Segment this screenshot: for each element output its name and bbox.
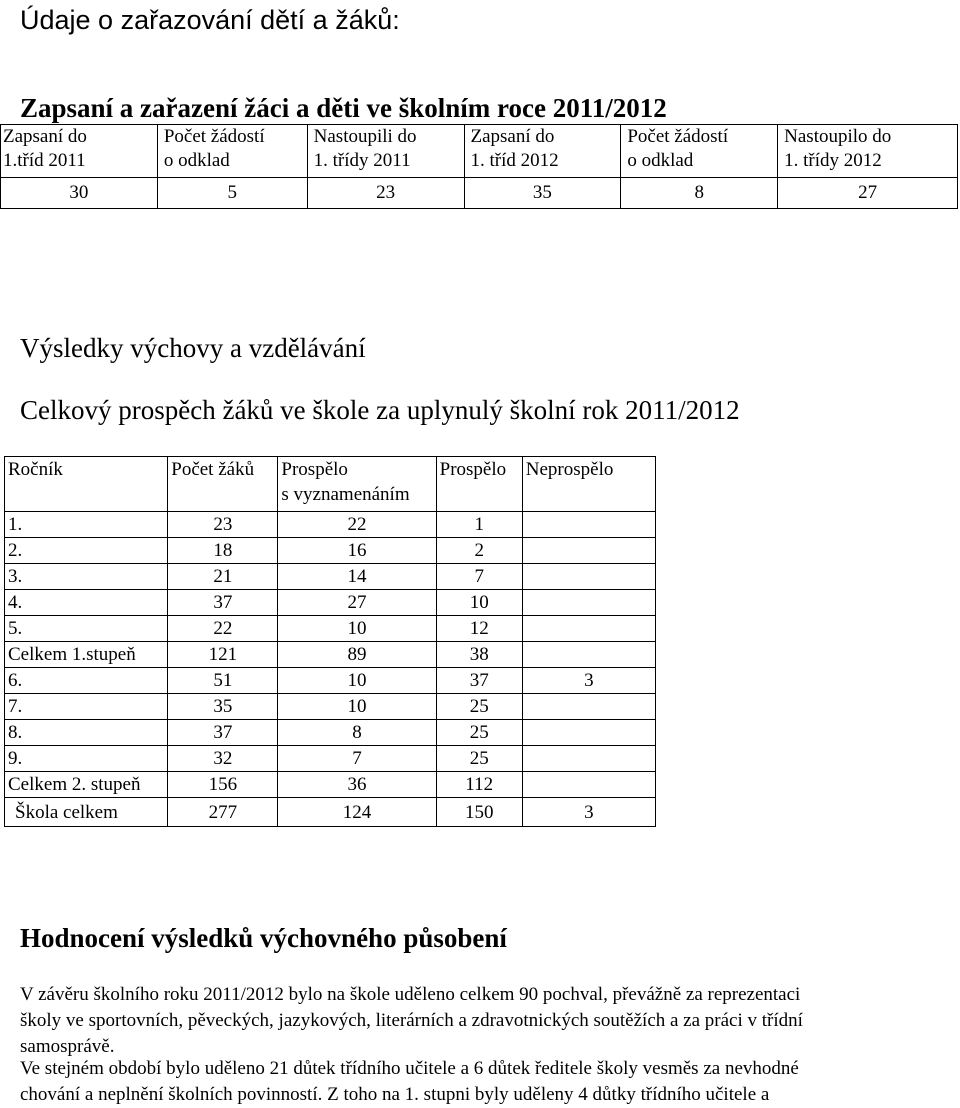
results-header-row bbox=[5, 457, 656, 512]
header-prospelo: Prospělo bbox=[436, 457, 522, 512]
header-neprospelo: Neprospělo bbox=[522, 457, 655, 512]
enrollment-value-cell: 30 bbox=[1, 178, 158, 209]
table-row: 6. 51 10 37 3 bbox=[5, 668, 656, 694]
table-row: Celkem 1.stupeň 121 89 38 bbox=[5, 642, 656, 668]
section-subtitle-results: Celkový prospěch žáků ve škole za uplynulý školní rok 2011/2012 bbox=[20, 395, 740, 425]
page-heading: Údaje o zařazování dětí a žáků: bbox=[20, 5, 400, 35]
header-vyznamenani: Prospělo s vyznamenáním bbox=[278, 457, 436, 512]
evaluation-paragraph-1: V závěru školního roku 2011/2012 bylo na škole uděleno celkem 90 pochval, převážně za reprezentaci školy ve sportovních, pěveckých, jazykových, literárních a zdravotnických soutěžích a za práci v třídní samosprávě. bbox=[20, 984, 803, 1057]
enrollment-header-cell: Nastoupili do 1. třídy 2011 bbox=[307, 125, 464, 178]
table-row: 2. 18 16 2 bbox=[5, 538, 656, 564]
enrollment-header-cell: Počet žádostí o odklad bbox=[157, 125, 307, 178]
table-row: Celkem 2. stupeň 156 36 112 bbox=[5, 772, 656, 798]
table-row-total: Škola celkem 277 124 150 3 bbox=[5, 798, 656, 827]
results-table bbox=[4, 456, 656, 827]
table-row: 1. 23 22 1 bbox=[5, 512, 656, 538]
enrollment-value-cell: 35 bbox=[464, 178, 621, 209]
section-title-enrollment: Zapsaní a zařazení žáci a děti ve školním roce 2011/2012 bbox=[20, 93, 667, 123]
table-row: 9. 32 7 25 bbox=[5, 746, 656, 772]
enrollment-header-row bbox=[1, 125, 958, 178]
table-row: 3. 21 14 7 bbox=[5, 564, 656, 590]
enrollment-table bbox=[0, 124, 958, 209]
table-row: 5. 22 10 12 bbox=[5, 616, 656, 642]
header-rocnik: Ročník bbox=[5, 457, 168, 512]
section-title-results: Výsledky výchovy a vzdělávání bbox=[20, 333, 366, 363]
header-pocet: Počet žáků bbox=[168, 457, 278, 512]
section-title-evaluation: Hodnocení výsledků výchovného působení bbox=[20, 923, 507, 953]
table-row: 4. 37 27 10 bbox=[5, 590, 656, 616]
enrollment-header-cell: Zapsaní do 1. tříd 2012 bbox=[464, 125, 621, 178]
enrollment-header-cell: Nastoupilo do 1. třídy 2012 bbox=[778, 125, 958, 178]
table-row: 8. 37 8 25 bbox=[5, 720, 656, 746]
enrollment-value-cell: 23 bbox=[307, 178, 464, 209]
table-row: 7. 35 10 25 bbox=[5, 694, 656, 720]
enrollment-values-row bbox=[1, 178, 958, 209]
enrollment-value-cell: 8 bbox=[621, 178, 778, 209]
enrollment-value-cell: 5 bbox=[157, 178, 307, 209]
enrollment-header-cell: Počet žádostí o odklad bbox=[621, 125, 778, 178]
enrollment-header-cell: Zapsaní do 1.tříd 2011 bbox=[1, 125, 158, 178]
evaluation-paragraph-2: Ve stejném období bylo uděleno 21 důtek třídního učitele a 6 důtek ředitele školy vesměs za nevhodné chování a neplnění školních povinností. Z toho na 1. stupni byly uděleny 4 důtky třídního učitele a bbox=[20, 1058, 799, 1105]
enrollment-value-cell: 27 bbox=[778, 178, 958, 209]
